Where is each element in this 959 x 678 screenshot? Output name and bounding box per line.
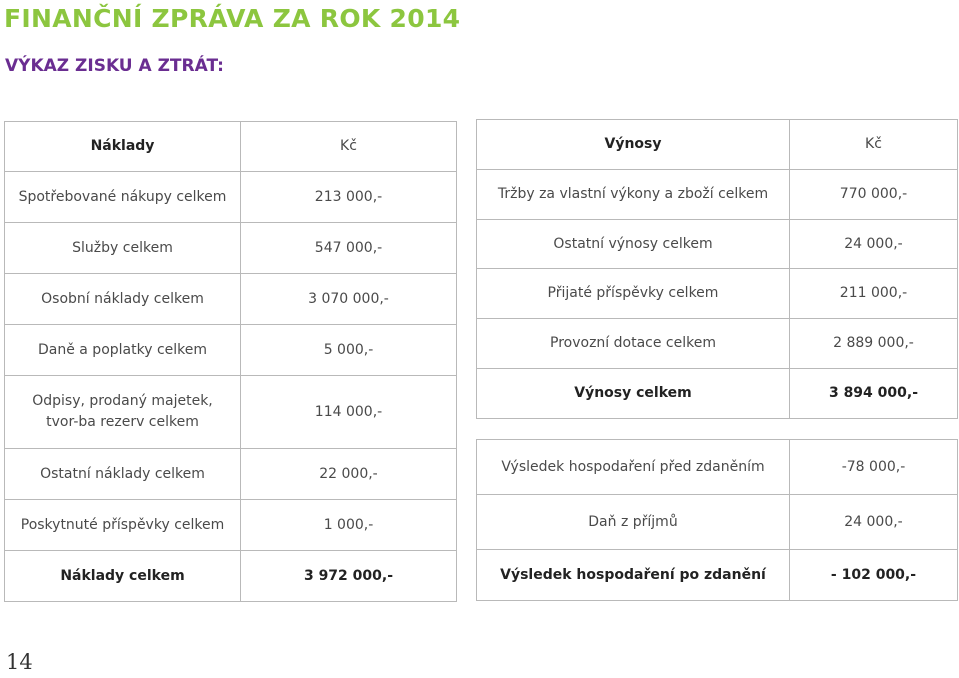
costs-total-value: 3 972 000,-	[241, 551, 457, 602]
result-tax-label: Daň z příjmů	[477, 495, 790, 550]
revenues-row-value: 770 000,-	[790, 170, 958, 220]
costs-row-label: Daně a poplatky celkem	[5, 325, 241, 376]
costs-row	[5, 223, 457, 274]
costs-table	[4, 121, 457, 602]
result-after-tax-value: - 102 000,-	[790, 550, 958, 601]
costs-row-value: 5 000,-	[241, 325, 457, 376]
result-row	[477, 495, 958, 550]
revenues-row-label: Přijaté příspěvky celkem	[477, 269, 790, 319]
costs-row	[5, 325, 457, 376]
costs-row	[5, 172, 457, 223]
revenues-header-currency: Kč	[790, 120, 958, 170]
costs-row-value: 22 000,-	[241, 449, 457, 500]
costs-total-row	[5, 551, 457, 602]
costs-row-label: Spotřebované nákupy celkem	[5, 172, 241, 223]
page-number: 14	[6, 650, 33, 674]
costs-row-label: Odpisy, prodaný majetek, tvor-ba rezerv celkem	[5, 376, 241, 449]
revenues-row	[477, 269, 958, 319]
costs-row-value: 1 000,-	[241, 500, 457, 551]
revenues-total-label: Výnosy celkem	[477, 369, 790, 419]
result-total-row	[477, 550, 958, 601]
table-spacer	[477, 419, 958, 440]
revenues-table	[476, 119, 958, 601]
costs-header-row	[5, 122, 457, 172]
result-before-tax-label: Výsledek hospodaření před zdaněním	[477, 440, 790, 495]
revenues-row	[477, 220, 958, 269]
costs-row-label: Poskytnuté příspěvky celkem	[5, 500, 241, 551]
report-subtitle: VÝKAZ ZISKU A ZTRÁT:	[5, 56, 224, 76]
costs-row-value: 114 000,-	[241, 376, 457, 449]
costs-row	[5, 376, 457, 449]
revenues-row-label: Tržby za vlastní výkony a zboží celkem	[477, 170, 790, 220]
revenues-row-label: Ostatní výnosy celkem	[477, 220, 790, 269]
revenues-row-value: 211 000,-	[790, 269, 958, 319]
report-title: FINANČNÍ ZPRÁVA ZA ROK 2014	[4, 4, 461, 33]
result-row	[477, 440, 958, 495]
costs-row	[5, 274, 457, 325]
costs-total-label: Náklady celkem	[5, 551, 241, 602]
revenues-row	[477, 319, 958, 369]
costs-row-value: 213 000,-	[241, 172, 457, 223]
revenues-header-row	[477, 120, 958, 170]
revenues-row	[477, 170, 958, 220]
result-after-tax-label: Výsledek hospodaření po zdanění	[477, 550, 790, 601]
costs-row-label: Služby celkem	[5, 223, 241, 274]
costs-header-currency: Kč	[241, 122, 457, 172]
revenues-header-label: Výnosy	[477, 120, 790, 170]
costs-row-label: Ostatní náklady celkem	[5, 449, 241, 500]
costs-row-value: 547 000,-	[241, 223, 457, 274]
costs-row	[5, 449, 457, 500]
revenues-total-row	[477, 369, 958, 419]
costs-row-value: 3 070 000,-	[241, 274, 457, 325]
revenues-row-value: 24 000,-	[790, 220, 958, 269]
revenues-row-value: 2 889 000,-	[790, 319, 958, 369]
revenues-total-value: 3 894 000,-	[790, 369, 958, 419]
costs-row	[5, 500, 457, 551]
costs-header-label: Náklady	[5, 122, 241, 172]
revenues-row-label: Provozní dotace celkem	[477, 319, 790, 369]
result-before-tax-value: -78 000,-	[790, 440, 958, 495]
result-tax-value: 24 000,-	[790, 495, 958, 550]
costs-row-label: Osobní náklady celkem	[5, 274, 241, 325]
